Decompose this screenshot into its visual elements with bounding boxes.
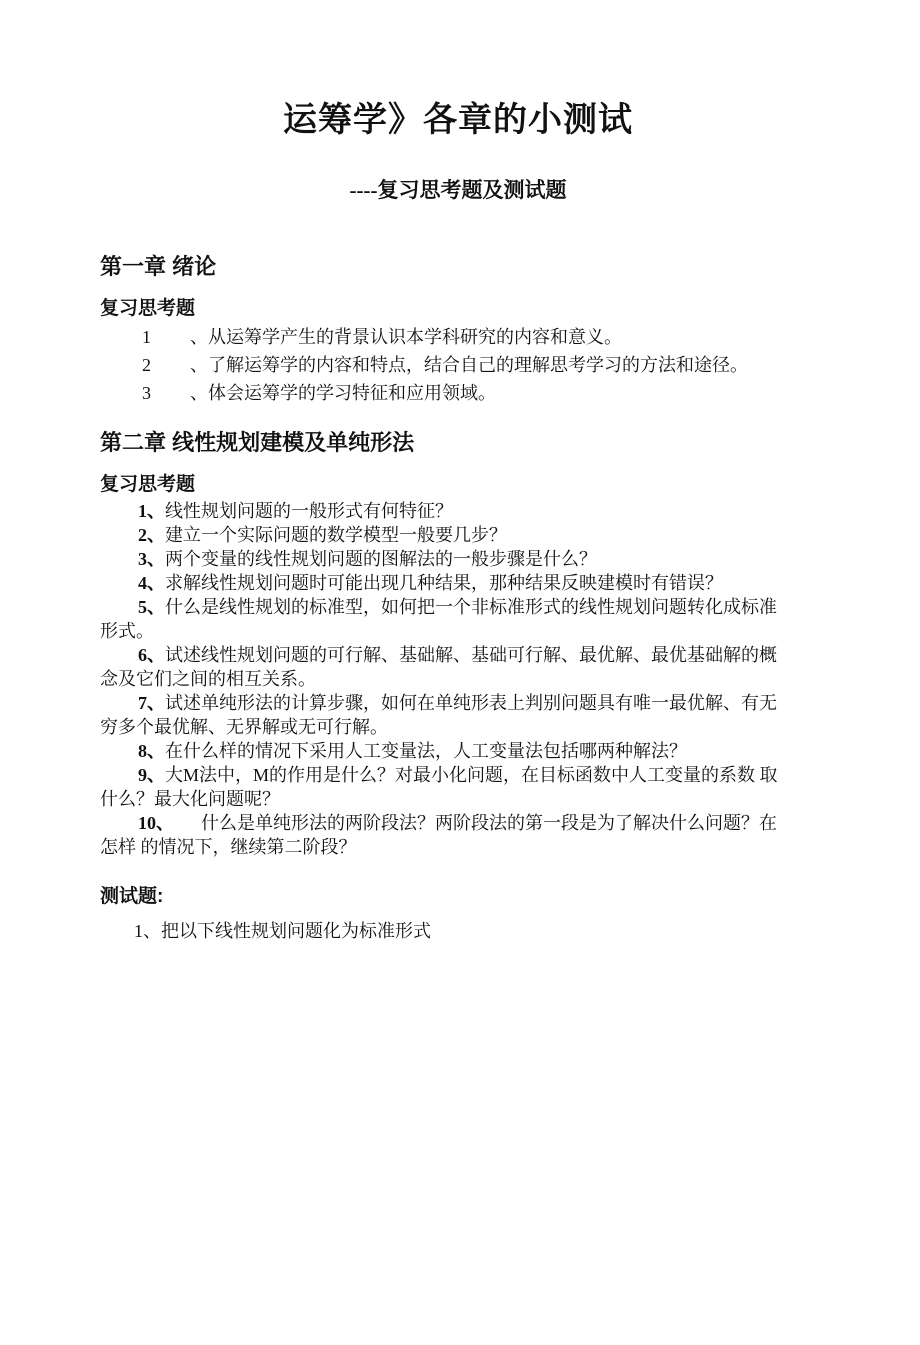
question-line: [100, 351, 816, 379]
document-title: 运筹学》各章的小测试: [283, 102, 633, 139]
question-line: [100, 739, 816, 763]
question-line: [100, 523, 816, 547]
question-line: [100, 595, 816, 619]
question-line-continuation: [100, 787, 816, 811]
question-text: 、体会运筹学的学习特征和应用领域。: [190, 383, 496, 403]
question-number: 1: [142, 327, 151, 347]
question-line-continuation: [100, 715, 816, 739]
chapter1-review-label: 复习思考题: [100, 298, 196, 319]
question-text: 大M法中，M的作用是什么？对最小化问题，在目标函数中人工变量的系数 取: [165, 765, 778, 785]
question-line: [100, 499, 816, 523]
question-line: [100, 763, 816, 787]
question-text: 、从运筹学产生的背景认识本学科研究的内容和意义。: [190, 327, 622, 347]
question-number: 9、: [138, 765, 165, 785]
question-number: 2、: [138, 525, 165, 545]
question-line: [100, 571, 816, 595]
question-text: 试述线性规划问题的可行解、基础解、基础可行解、最优解、最优基础解的概: [165, 645, 777, 665]
question-line: [100, 643, 816, 667]
question-line-continuation: [100, 667, 816, 691]
question-number: 3: [142, 383, 151, 403]
chapter2-review-label: 复习思考题: [100, 474, 196, 495]
question-text: 在什么样的情况下采用人工变量法，人工变量法包括哪两种解法？: [165, 741, 687, 761]
document-content: [100, 0, 816, 943]
chapter2-question-list: [100, 499, 816, 859]
question-number: 1、: [134, 921, 161, 941]
question-line: [100, 811, 816, 835]
question-text: 穷多个最优解、无界解或无可行解。: [100, 717, 388, 737]
question-text: 建立一个实际问题的数学模型一般要几步？: [165, 525, 507, 545]
question-number: 10、: [138, 813, 165, 833]
question-text: 试述单纯形法的计算步骤，如何在单纯形表上判别问题具有唯一最优解、有无: [165, 693, 777, 713]
question-text: 求解线性规划问题时可能出现几种结果，那种结果反映建模时有错误？: [165, 573, 723, 593]
question-number: 3、: [138, 549, 165, 569]
question-number: 1、: [138, 501, 165, 521]
question-text: 把以下线性规划问题化为标准形式: [161, 921, 431, 941]
question-line: [100, 547, 816, 571]
question-text: 两个变量的线性规划问题的图解法的一般步骤是什么？: [165, 549, 597, 569]
question-line-continuation: [100, 835, 816, 859]
chapter1-heading: 第一章 绪论: [100, 254, 217, 279]
question-line: [100, 691, 816, 715]
chapter1-question-list: [100, 323, 816, 407]
question-number: 5、: [138, 597, 165, 617]
question-number: 6、: [138, 645, 165, 665]
question-text: 怎样 的情况下，继续第二阶段？: [100, 837, 357, 857]
question-text: 线性规划问题的一般形式有何特征？: [165, 501, 453, 521]
question-line-continuation: [100, 619, 816, 643]
chapter2-heading: 第二章 线性规划建模及单纯形法: [100, 430, 415, 455]
question-text: 形式。: [100, 621, 154, 641]
question-number: 4、: [138, 573, 165, 593]
question-text: 什么是单纯形法的两阶段法？两阶段法的第一段是为了解决什么问题？在: [165, 813, 777, 833]
question-number: 2: [142, 355, 151, 375]
question-line: [100, 323, 816, 351]
question-text: 什么？最大化问题呢？: [100, 789, 280, 809]
document-subtitle: ----复习思考题及测试题: [349, 178, 567, 202]
question-number: 8、: [138, 741, 165, 761]
question-line: [100, 379, 816, 407]
test-section-heading: 测试题:: [100, 886, 164, 907]
question-text: 念及它们之间的相互关系。: [100, 669, 316, 689]
test-question-line: [100, 919, 816, 943]
question-number: 7、: [138, 693, 165, 713]
question-text: 什么是线性规划的标准型，如何把一个非标准形式的线性规划问题转化成标准: [165, 597, 777, 617]
question-text: 、了解运筹学的内容和特点，结合自己的理解思考学习的方法和途径。: [190, 355, 748, 375]
